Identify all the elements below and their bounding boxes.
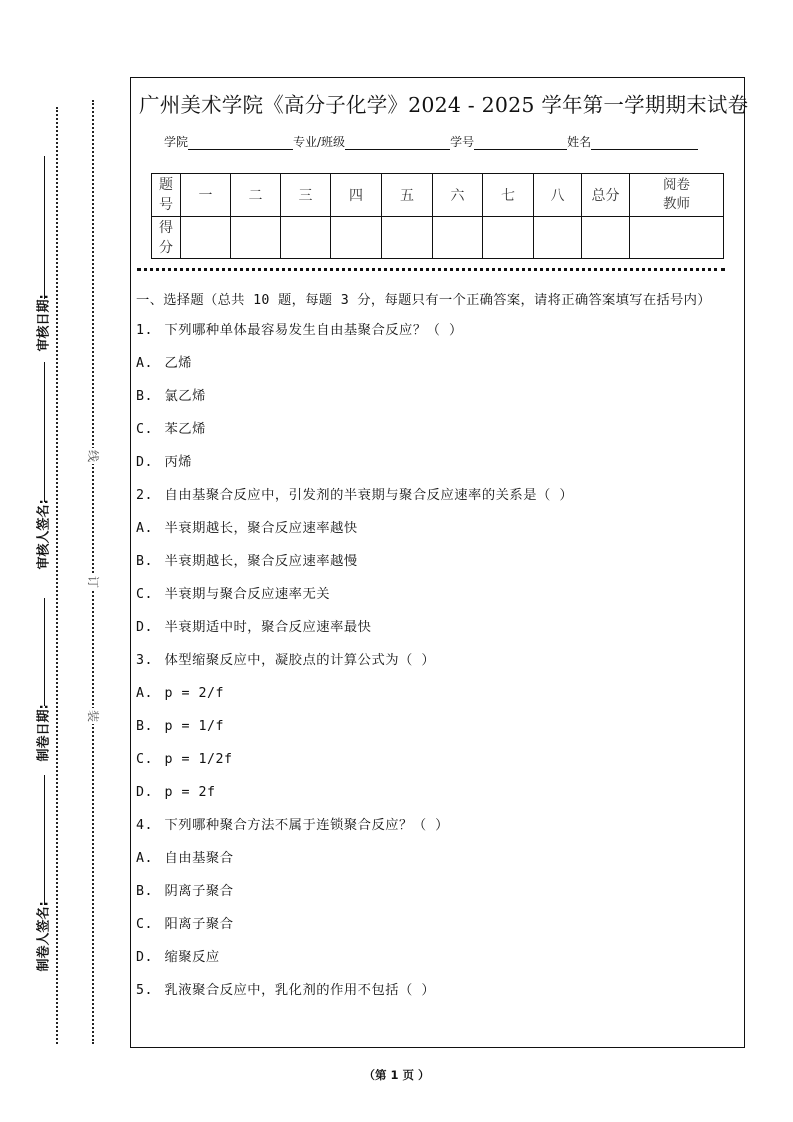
q1-option-b: B. 氯乙烯 <box>136 389 206 404</box>
review-date-label: 审核日期: <box>36 294 52 352</box>
college-label: 学院 <box>164 135 189 149</box>
bind-char-bind: 装 <box>86 709 100 722</box>
prepare-date-line <box>44 598 45 706</box>
score-cell-6[interactable] <box>433 217 483 259</box>
name-field[interactable] <box>591 137 698 150</box>
q4-option-c: C. 阳离子聚合 <box>136 917 234 932</box>
page-number: （第 1 页 ） <box>363 1068 430 1082</box>
dotted-separator <box>137 268 725 271</box>
student-id-label: 学号 <box>450 135 475 149</box>
q1-option-a: A. 乙烯 <box>136 356 193 371</box>
preparer-signature-line <box>44 775 45 905</box>
exam-title: 广州美术学院《高分子化学》2024 - 2025 学年第一学期期末试卷 <box>139 93 749 117</box>
q1-option-d: D. 丙烯 <box>136 455 193 470</box>
score-cell-1[interactable] <box>181 217 231 259</box>
score-row <box>152 217 724 259</box>
q3-option-a: A. p = 2/f <box>136 686 225 701</box>
preparer-signature-label: 制卷人签名: <box>36 901 52 972</box>
score-cell-7[interactable] <box>483 217 534 259</box>
college-field[interactable] <box>188 137 293 150</box>
q3-option-b: B. p = 1/f <box>136 719 225 734</box>
major-class-field[interactable] <box>345 137 450 150</box>
col-header-3: 三 <box>281 174 331 217</box>
q4-option-b: B. 阴离子聚合 <box>136 884 234 899</box>
question-5: 5. 乳液聚合反应中，乳化剂的作用不包括（ ） <box>136 983 436 998</box>
bind-char-line: 线 <box>86 449 100 462</box>
q1-option-c: C. 苯乙烯 <box>136 422 206 437</box>
question-2: 2. 自由基聚合反应中，引发剂的半衰期与聚合反应速率的关系是（ ） <box>136 488 574 503</box>
inner-dotted-line <box>92 100 94 1044</box>
q3-option-c: C. p = 1/2f <box>136 752 233 767</box>
question-number-row <box>152 174 724 217</box>
score-cell-5[interactable] <box>382 217 433 259</box>
score-table <box>151 173 724 259</box>
score-cell-grader[interactable] <box>630 217 724 259</box>
question-section <box>136 290 741 1015</box>
score-cell-8[interactable] <box>534 217 582 259</box>
q4-option-a: A. 自由基聚合 <box>136 851 234 866</box>
col-header-5: 五 <box>382 174 433 217</box>
bind-char-staple: 订 <box>86 575 100 588</box>
score-cell-3[interactable] <box>281 217 331 259</box>
exam-frame <box>130 77 749 1048</box>
col-header-total: 总分 <box>582 174 630 217</box>
question-3: 3. 体型缩聚反应中，凝胶点的计算公式为（ ） <box>136 653 436 668</box>
q2-option-a: A. 半衰期越长，聚合反应速率越快 <box>136 521 358 536</box>
question-4: 4. 下列哪种聚合方法不属于连锁聚合反应？（ ） <box>136 818 449 833</box>
q2-option-c: C. 半衰期与聚合反应速率无关 <box>136 587 331 602</box>
score-header: 得 分 <box>152 217 181 259</box>
col-header-2: 二 <box>231 174 281 217</box>
question-1: 1. 下列哪种单体最容易发生自由基聚合反应？（ ） <box>136 323 463 338</box>
reviewer-signature-line <box>44 362 45 502</box>
q3-option-d: D. p = 2f <box>136 785 216 800</box>
q4-option-d: D. 缩聚反应 <box>136 950 220 965</box>
student-info-row <box>164 133 698 150</box>
col-header-8: 八 <box>534 174 582 217</box>
name-label: 姓名 <box>567 135 592 149</box>
score-cell-2[interactable] <box>231 217 281 259</box>
question-number-header: 题 号 <box>152 174 181 217</box>
student-id-field[interactable] <box>474 137 567 150</box>
col-header-grader: 阅卷 教师 <box>630 174 724 217</box>
q2-option-d: D. 半衰期适中时，聚合反应速率最快 <box>136 620 372 635</box>
outer-dotted-line <box>56 107 58 1044</box>
score-cell-4[interactable] <box>331 217 382 259</box>
col-header-6: 六 <box>433 174 483 217</box>
col-header-4: 四 <box>331 174 382 217</box>
section-title: 一、选择题（总共 10 题，每题 3 分，每题只有一个正确答案，请将正确答案填写在括号内） <box>136 293 711 308</box>
score-cell-total[interactable] <box>582 217 630 259</box>
reviewer-signature-label: 审核人签名: <box>36 499 52 570</box>
major-class-label: 专业/班级 <box>293 135 346 149</box>
prepare-date-label: 制卷日期: <box>36 704 52 762</box>
col-header-1: 一 <box>181 174 231 217</box>
col-header-7: 七 <box>483 174 534 217</box>
q2-option-b: B. 半衰期越长，聚合反应速率越慢 <box>136 554 358 569</box>
review-date-line <box>44 156 45 299</box>
